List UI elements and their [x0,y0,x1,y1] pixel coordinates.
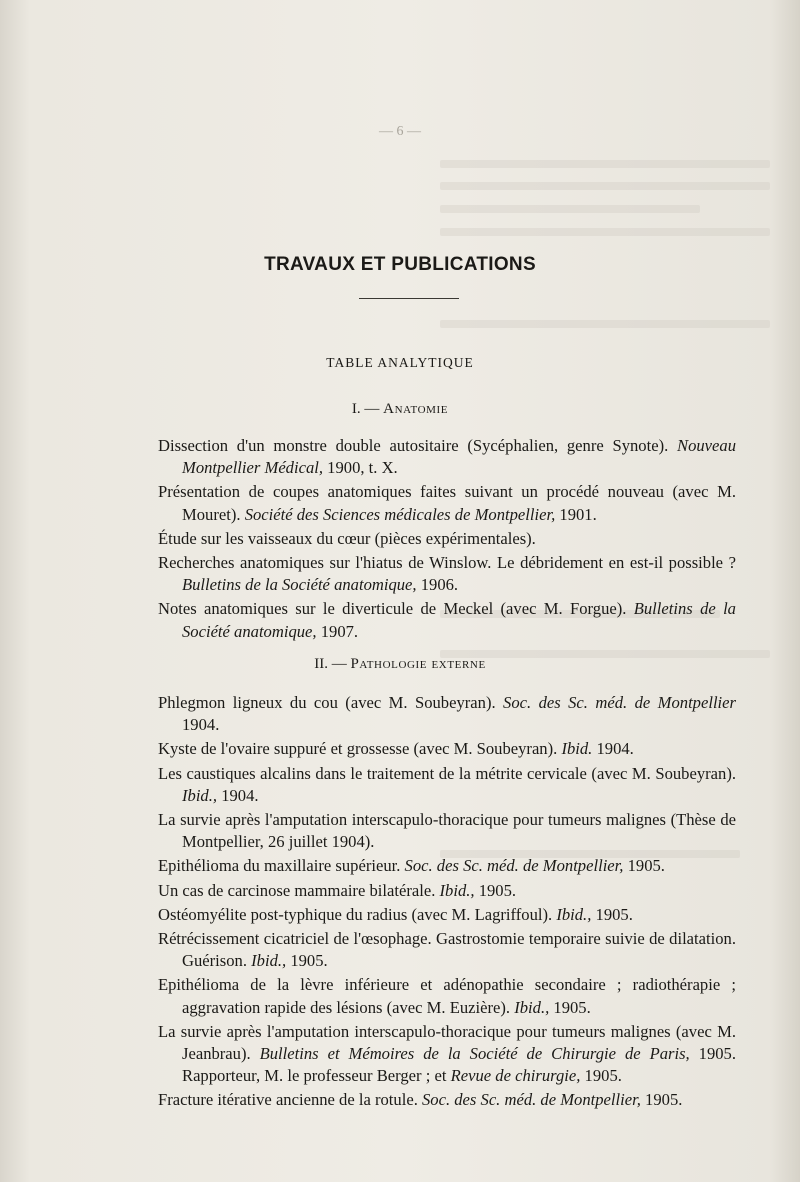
bleed-through-mark [440,182,770,190]
list-item: Dissection d'un monstre double autositaire (Sycéphalien, genre Synote). Nouveau Montpellier Médical, 1900, t. X. [158,436,736,478]
list-item: Les caustiques alcalins dans le traitement de la métrite cervicale (avec M. Soubeyran). Ibid., 1904. [158,763,736,805]
list-item: La survie après l'amputation interscapulo-thoracique pour tumeurs malignes (Thèse de Montpellier, 26 juillet 1904). [158,810,736,852]
list-item: La survie après l'amputation interscapulo-thoracique pour tumeurs malignes (avec M. Jeanbrau). Bulletins et Mémoires de la Société de Chirurgie de Paris, 1905. Rapporteur, M. le professeur Berger ; et Revue de chirurgie, 1905. [158,1021,736,1086]
page-title: TRAVAUX ET PUBLICATIONS [264,254,536,275]
entry-list-anatomie [158,435,736,645]
list-item: Notes anatomiques sur le diverticule de Meckel (avec M. Forgue). Bulletins de la Société anatomique, 1907. [158,599,736,641]
list-item: Un cas de carcinose mammaire bilatérale. Ibid., 1905. [158,880,517,900]
section-heading-pathologie-externe [0,656,800,673]
bleed-through-mark [440,160,770,168]
section-numeral: I. — [351,401,380,417]
bleed-through-mark [440,205,700,213]
list-item: Ostéomyélite post-typhique du radius (avec M. Lagriffoul). Ibid., 1905. [158,904,633,924]
list-item: Présentation de coupes anatomiques faites suivant un procédé nouveau (avec M. Mouret). Société des Sciences médicales de Montpellier, 1901. [158,482,736,524]
list-item: Recherches anatomiques sur l'hiatus de Winslow. Le débridement en est-il possible ? Bulletins de la Société anatomique, 1906. [158,553,736,595]
list-item: Epithélioma du maxillaire supérieur. Soc. des Sc. méd. de Montpellier, 1905. [158,856,665,876]
section-title: Pathologie externe [350,656,486,672]
title-rule [359,298,459,299]
list-item: Kyste de l'ovaire suppuré et grossesse (avec M. Soubeyran). Ibid. 1904. [158,739,634,759]
section-numeral: II. — [314,656,347,672]
section-heading-anatomie [0,401,800,418]
list-item: Fracture itérative ancienne de la rotule. Soc. des Sc. méd. de Montpellier, 1905. [158,1090,683,1110]
bleed-through-mark [440,320,770,328]
entry-list-pathologie-externe [158,692,736,1114]
page-number: — 6 — [379,124,421,139]
list-item: Étude sur les vaisseaux du cœur (pièces expérimentales). [158,528,536,548]
page-subtitle: TABLE ANALYTIQUE [326,355,474,370]
list-item: Epithélioma de la lèvre inférieure et adénopathie secondaire ; radiothérapie ; aggravation rapide des lésions (avec M. Euzière). Ibid., 1905. [158,975,736,1017]
bleed-through-mark [440,228,770,236]
section-title: Anatomie [383,401,449,417]
list-item: Rétrécissement cicatriciel de l'œsophage. Gastrostomie temporaire suivie de dilatation. Guérison. Ibid., 1905. [158,929,736,971]
list-item: Phlegmon ligneux du cou (avec M. Soubeyran). Soc. des Sc. méd. de Montpellier 1904. [158,693,736,735]
